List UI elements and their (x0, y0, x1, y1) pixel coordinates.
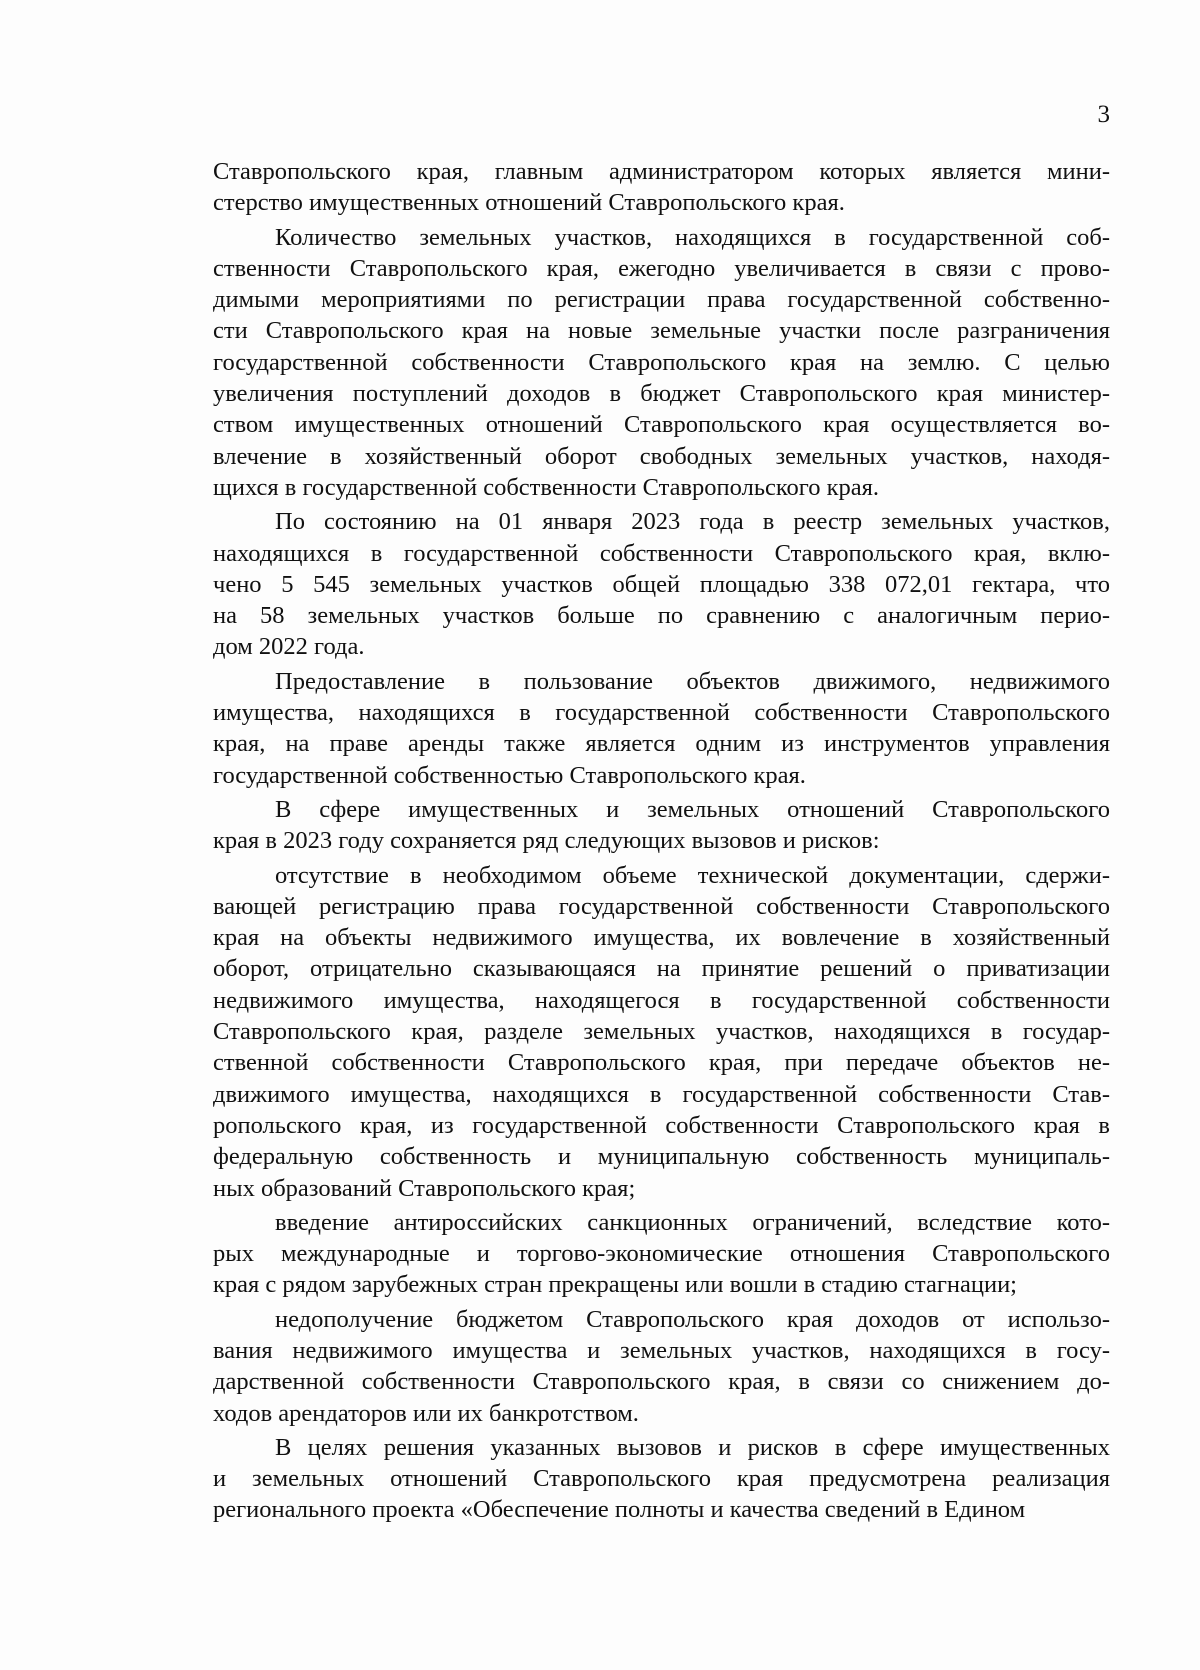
text-line: дарственной собственности Ставропольского края, в связи со снижением до- (213, 1368, 1110, 1396)
text-line: недополучение бюджетом Ставропольского края доходов от использо- (275, 1305, 1110, 1333)
text-line: имущества, находящихся в государственной собственности Ставропольского (213, 699, 1110, 727)
text-line: В целях решения указанных вызовов и рисков в сфере имущественных (275, 1433, 1110, 1461)
document-body (213, 156, 1110, 1526)
text-line: регионального проекта «Обеспечение полноты и качества сведений в Едином (213, 1496, 1026, 1524)
text-line: щихся в государственной собственности Ставропольского края. (213, 473, 880, 501)
text-line: недвижимого имущества, находящегося в государственной собственности (213, 986, 1110, 1014)
text-line: находящихся в государственной собственности Ставропольского края, вклю- (213, 539, 1110, 567)
text-line: ственной собственности Ставропольского края, при передаче объектов не- (213, 1049, 1110, 1077)
text-line: федеральную собственность и муниципальную собственность муниципаль- (213, 1143, 1110, 1171)
paragraph (213, 860, 1110, 1204)
text-line: вания недвижимого имущества и земельных участков, находящихся в госу- (213, 1336, 1110, 1364)
text-line: Предоставление в пользование объектов движимого, недвижимого (275, 667, 1110, 695)
text-line: на 58 земельных участков больше по сравнению с аналогичным перио- (213, 602, 1110, 630)
text-line: дом 2022 года. (213, 633, 365, 661)
text-line: сти Ставропольского края на новые земельные участки после разграничения (213, 317, 1110, 345)
text-line: края с рядом зарубежных стран прекращены или вошли в стадию стагнации; (213, 1271, 1017, 1299)
text-line: ных образований Ставропольского края; (213, 1174, 636, 1202)
text-line: и земельных отношений Ставропольского края предусмотрена реализация (213, 1465, 1110, 1493)
paragraph (213, 794, 1110, 857)
text-line: государственной собственности Ставропольского края на землю. С целью (213, 348, 1110, 376)
paragraph (213, 666, 1110, 791)
text-line: В сфере имущественных и земельных отношений Ставропольского (275, 795, 1110, 823)
text-line: ходов арендаторов или их банкротством. (213, 1399, 639, 1427)
text-line: отсутствие в необходимом объеме технической документации, сдержи- (275, 861, 1110, 889)
paragraph (213, 506, 1110, 662)
text-line: стерство имущественных отношений Ставропольского края. (213, 189, 845, 217)
text-line: края в 2023 году сохраняется ряд следующих вызовов и рисков: (213, 827, 880, 855)
paragraph (213, 156, 1110, 219)
text-line: вающей регистрацию права государственной собственности Ставропольского (213, 892, 1110, 920)
paragraph (213, 1207, 1110, 1301)
text-line: края на объекты недвижимого имущества, их вовлечение в хозяйственный (213, 924, 1110, 952)
text-line: края, на праве аренды также является одним из инструментов управления (213, 730, 1110, 758)
text-line: Количество земельных участков, находящихся в государственной соб- (275, 223, 1110, 251)
text-line: Ставропольского края, разделе земельных участков, находящихся в государ- (213, 1018, 1110, 1046)
text-line: По состоянию на 01 января 2023 года в реестр земельных участков, (275, 508, 1110, 536)
text-line: ственности Ставропольского края, ежегодно увеличивается в связи с прово- (213, 254, 1110, 282)
page-number: 3 (1097, 101, 1110, 128)
paragraph (213, 1304, 1110, 1429)
paragraph (213, 1432, 1110, 1526)
text-line: чено 5 545 земельных участков общей площадью 338 072,01 гектара, что (213, 570, 1110, 598)
text-line: влечение в хозяйственный оборот свободных земельных участков, находя- (213, 442, 1110, 470)
text-line: Ставропольского края, главным администратором которых является мини- (213, 158, 1110, 185)
text-line: движимого имущества, находящихся в государственной собственности Став- (213, 1080, 1110, 1108)
paragraph (213, 222, 1110, 504)
text-line: ством имущественных отношений Ставропольского края осуществляется во- (213, 411, 1110, 439)
text-line: димыми мероприятиями по регистрации права государственной собственно- (213, 286, 1110, 314)
text-line: введение антироссийских санкционных ограничений, вследствие кото- (275, 1208, 1110, 1236)
text-line: рых международные и торгово-экономические отношения Ставропольского (213, 1240, 1110, 1268)
text-line: оборот, отрицательно сказывающаяся на принятие решений о приватизации (213, 955, 1110, 983)
text-line: увеличения поступлений доходов в бюджет Ставропольского края министер- (213, 380, 1110, 408)
text-line: государственной собственностью Ставропольского края. (213, 761, 806, 789)
text-line: ропольского края, из государственной собственности Ставропольского края в (213, 1111, 1110, 1139)
